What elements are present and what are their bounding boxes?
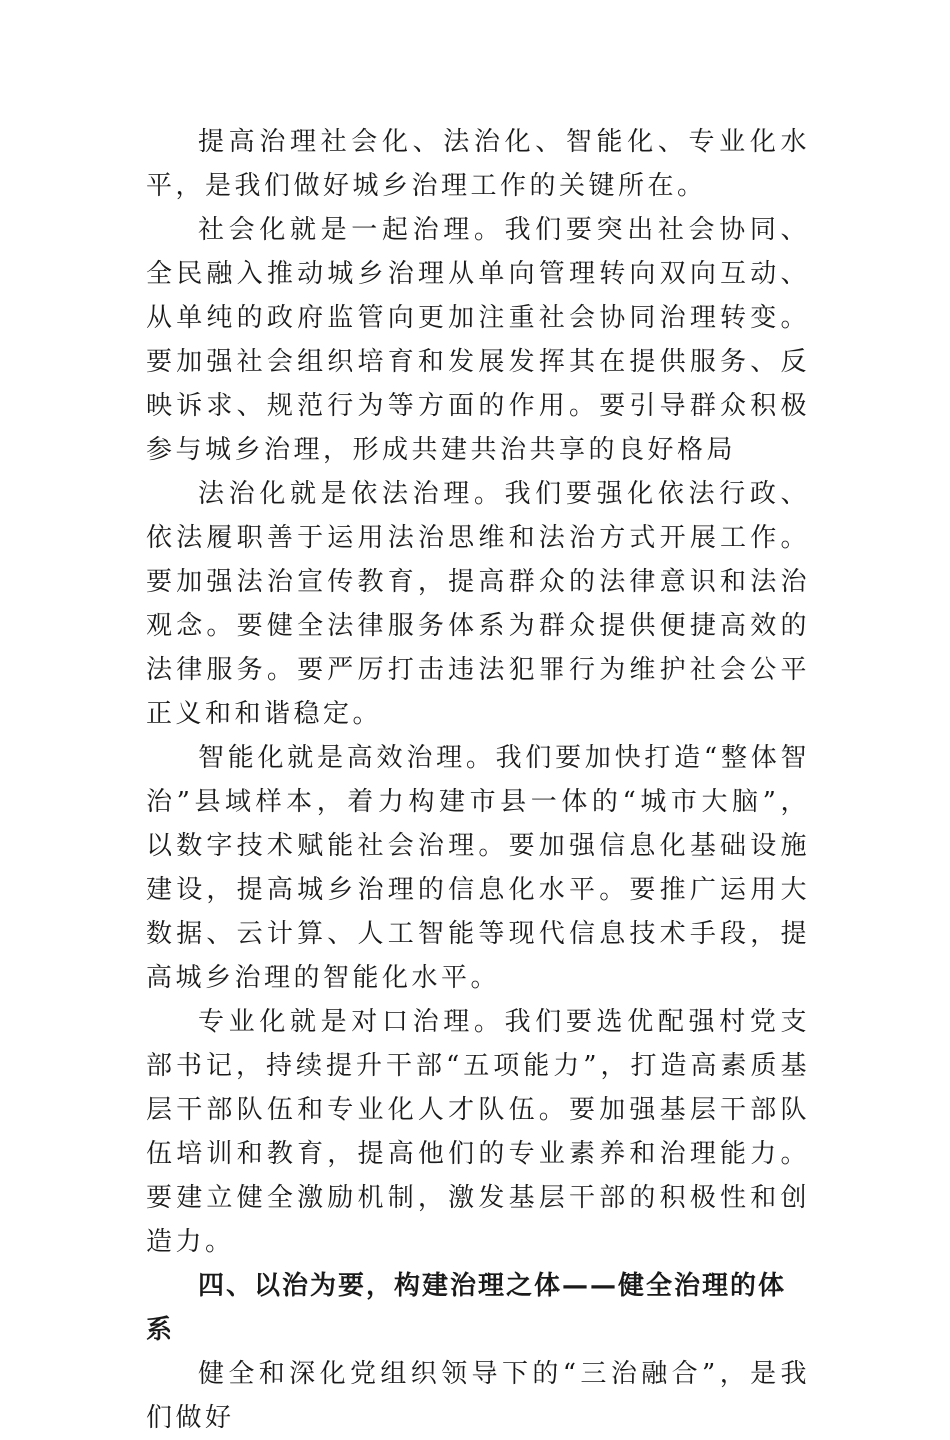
paragraph-professionalization: 专业化就是对口治理。我们要选优配强村党支部书记，持续提升干部“五项能力”，打造高素质基层干部队伍和专业化人才队伍。要加强基层干部队伍培训和教育，提高他们的专业素养和治理能力。要建立健全激励机制，激发基层干部的积极性和创造力。: [146, 1007, 810, 1257]
paragraph-closing: 健全和深化党组织领导下的“三治融合”，是我们做好: [146, 1359, 810, 1433]
paragraph-intelligence: 智能化就是高效治理。我们要加快打造“整体智治”县域样本，着力构建市县一体的“城市大脑”，以数字技术赋能社会治理。要加强信息化基础设施建设，提高城乡治理的信息化水平。要推广运用大数据、云计算、人工智能等现代信息技术手段，提高城乡治理的智能化水平。: [146, 743, 810, 993]
paragraph-rule-of-law: 法治化就是依法治理。我们要强化依法行政、依法履职善于运用法治思维和法治方式开展工作。要加强法治宣传教育，提高群众的法律意识和法治观念。要健全法律服务体系为群众提供便捷高效的法律服务。要严厉打击违法犯罪行为维护社会公平正义和和谐稳定。: [146, 479, 810, 729]
paragraph-intro: 提高治理社会化、法治化、智能化、专业化水平，是我们做好城乡治理工作的关键所在。: [146, 127, 810, 201]
paragraph-socialization: 社会化就是一起治理。我们要突出社会协同、全民融入推动城乡治理从单向管理转向双向互动、从单纯的政府监管向更加注重社会协同治理转变。要加强社会组织培育和发展发挥其在提供服务、反映诉求、规范行为等方面的作用。要引导群众积极参与城乡治理，形成共建共治共享的良好格局: [146, 215, 810, 465]
document-body: [146, 120, 810, 1440]
section-heading: 四、以治为要，构建治理之体——健全治理的体系: [146, 1271, 787, 1345]
